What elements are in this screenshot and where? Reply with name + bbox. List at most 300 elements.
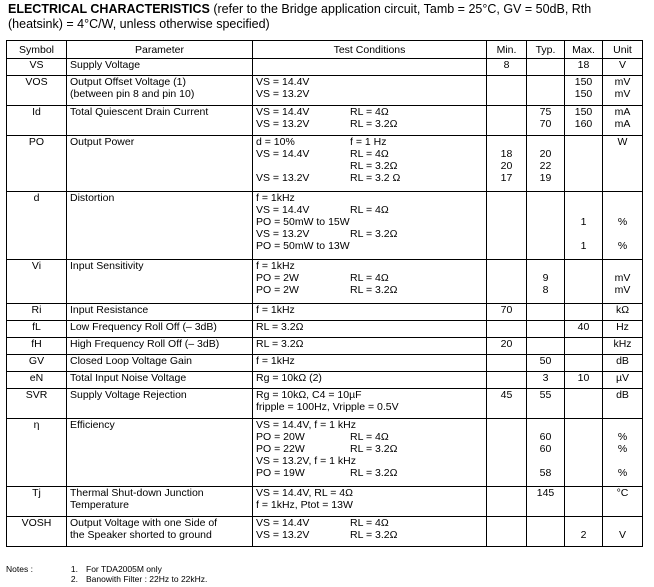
unit-value (606, 172, 639, 184)
unit-value: V (618, 59, 626, 71)
typ-value: 58 (539, 467, 552, 479)
unit-value: kΩ (615, 304, 630, 316)
max-value (568, 355, 599, 367)
symbol-text: VOSH (21, 517, 52, 529)
table-row (7, 106, 643, 136)
min-value (490, 419, 523, 431)
notes (6, 564, 207, 584)
typ-cell (527, 136, 565, 192)
condition-load: RL = 3.2Ω (350, 443, 398, 455)
min-value (490, 204, 523, 216)
symbol-cell (7, 389, 67, 419)
typ-value: 55 (539, 389, 552, 401)
condition-line (256, 59, 483, 71)
condition-line (256, 431, 483, 443)
unit-cell (603, 419, 643, 487)
unit-value: Hz (616, 321, 629, 333)
unit-value (606, 419, 639, 431)
condition-line (256, 372, 483, 384)
typ-value (530, 419, 561, 431)
condition-line (256, 443, 483, 455)
parameter-cell (67, 192, 253, 260)
condition-text: PO = 2W (256, 272, 299, 284)
test-conditions-cell (253, 372, 487, 389)
table-row (7, 260, 643, 304)
table-row (7, 338, 643, 355)
typ-value (530, 321, 561, 333)
min-value: 70 (500, 304, 513, 316)
parameter-cell (67, 517, 253, 547)
test-conditions-cell (253, 419, 487, 487)
condition-line (256, 216, 483, 228)
test-conditions-cell (253, 338, 487, 355)
col-unit: Unit (603, 41, 643, 59)
min-value: 18 (500, 148, 513, 160)
typ-cell (527, 389, 565, 419)
condition-load: RL = 4Ω (350, 204, 389, 216)
min-value (490, 529, 523, 541)
test-conditions-cell (253, 389, 487, 419)
condition-load: RL = 3.2Ω (350, 284, 398, 296)
typ-value (530, 204, 561, 216)
condition-line (256, 487, 483, 499)
typ-cell (527, 192, 565, 260)
condition-text: VS = 13.2V (256, 529, 310, 541)
unit-cell (603, 106, 643, 136)
condition-text: f = 1kHz (256, 355, 295, 367)
max-value: 150 (574, 106, 593, 118)
max-value (568, 389, 599, 401)
unit-value: mA (614, 106, 631, 118)
min-value (490, 88, 523, 100)
min-value: 17 (500, 172, 513, 184)
unit-value: % (617, 216, 628, 228)
min-cell (487, 304, 527, 321)
unit-value: mV (614, 284, 631, 296)
condition-line (256, 260, 483, 272)
heading-conditions: (refer to the Bridge application circuit, Tamb = 25°C, GV = 50dB, Rth (heatsink) = 4°C/W, unless otherwise specified) (8, 2, 592, 31)
parameter-cell (67, 487, 253, 517)
symbol-cell (7, 321, 67, 338)
condition-text: Rg = 10kΩ (2) (256, 372, 322, 384)
typ-value (530, 136, 561, 148)
min-value (490, 517, 523, 529)
unit-value (606, 204, 639, 216)
unit-cell (603, 260, 643, 304)
parameter-cell (67, 260, 253, 304)
typ-value: 145 (536, 487, 555, 499)
condition-text: VS = 13.2V (256, 88, 310, 100)
parameter-text: Supply Voltage (70, 59, 141, 71)
min-value (490, 467, 523, 479)
min-value (490, 260, 523, 272)
condition-line (256, 321, 483, 333)
notes-label: Notes : (6, 564, 33, 574)
max-cell (565, 338, 603, 355)
col-parameter: Parameter (67, 41, 253, 59)
unit-value (606, 192, 639, 204)
heading-title: ELECTRICAL CHARACTERISTICS (8, 2, 210, 16)
min-cell (487, 106, 527, 136)
min-value (490, 431, 523, 443)
min-cell (487, 372, 527, 389)
typ-value (530, 304, 561, 316)
test-conditions-cell (253, 59, 487, 76)
parameter-text: Output Voltage with one Side of (70, 517, 218, 529)
min-cell (487, 419, 527, 487)
condition-text (256, 59, 350, 71)
unit-value (606, 228, 639, 240)
max-value: 40 (577, 321, 590, 333)
table-row (7, 304, 643, 321)
typ-value: 60 (539, 443, 552, 455)
unit-value: dB (616, 355, 629, 367)
symbol-cell (7, 355, 67, 372)
parameter-cell (67, 389, 253, 419)
test-conditions-cell (253, 76, 487, 106)
typ-value: 9 (542, 272, 549, 284)
symbol-cell (7, 338, 67, 355)
condition-line (256, 419, 483, 431)
note-item (6, 574, 207, 584)
min-cell (487, 517, 527, 547)
typ-value: 60 (539, 431, 552, 443)
symbol-text: Tj (32, 487, 41, 499)
unit-value (606, 148, 639, 160)
max-cell (565, 372, 603, 389)
unit-value: dB (616, 389, 629, 401)
max-value (568, 284, 599, 296)
condition-line (256, 192, 483, 204)
table-header-row (7, 41, 643, 59)
symbol-text: Ri (31, 304, 42, 316)
condition-line (256, 467, 483, 479)
parameter-text: Input Resistance (70, 304, 149, 316)
table-row (7, 76, 643, 106)
unit-value (606, 517, 639, 529)
typ-cell (527, 321, 565, 338)
symbol-cell (7, 487, 67, 517)
min-value (490, 372, 523, 384)
note-number: 1. (70, 564, 78, 574)
table-row (7, 517, 643, 547)
typ-value: 3 (542, 372, 549, 384)
symbol-text: eN (29, 372, 44, 384)
unit-value (606, 160, 639, 172)
max-value (568, 517, 599, 529)
unit-value: mV (614, 76, 631, 88)
test-conditions-cell (253, 136, 487, 192)
min-value (490, 401, 523, 413)
symbol-text: fH (31, 338, 42, 350)
typ-value (530, 192, 561, 204)
max-value: 150 (574, 88, 593, 100)
unit-value: % (617, 240, 628, 252)
symbol-cell (7, 192, 67, 260)
parameter-cell (67, 338, 253, 355)
max-cell (565, 321, 603, 338)
min-cell (487, 59, 527, 76)
condition-line (256, 88, 483, 100)
max-value (568, 304, 599, 316)
condition-text: VS = 14.4V (256, 106, 310, 118)
parameter-text: Distortion (70, 192, 115, 204)
symbol-cell (7, 304, 67, 321)
min-value (490, 487, 523, 499)
max-value (568, 499, 599, 511)
condition-load: RL = 3.2Ω (350, 118, 398, 130)
condition-line (256, 517, 483, 529)
typ-value (530, 216, 561, 228)
typ-value (530, 240, 561, 252)
typ-cell (527, 76, 565, 106)
unit-cell (603, 59, 643, 76)
typ-value (530, 455, 561, 467)
max-value (568, 228, 599, 240)
test-conditions-cell (253, 260, 487, 304)
min-cell (487, 389, 527, 419)
condition-text: d = 10% (256, 136, 295, 148)
typ-cell (527, 355, 565, 372)
condition-line (256, 228, 483, 240)
max-cell (565, 136, 603, 192)
test-conditions-cell (253, 487, 487, 517)
unit-value: kHz (613, 338, 632, 350)
col-min: Min. (487, 41, 527, 59)
typ-value: 50 (539, 355, 552, 367)
unit-cell (603, 338, 643, 355)
min-cell (487, 355, 527, 372)
condition-text: PO = 20W (256, 431, 305, 443)
max-cell (565, 304, 603, 321)
unit-value: µV (615, 372, 630, 384)
max-cell (565, 389, 603, 419)
table-row (7, 487, 643, 517)
symbol-text: VS (29, 59, 44, 71)
parameter-cell (67, 321, 253, 338)
condition-text: VS = 14.4V (256, 76, 310, 88)
max-value: 150 (574, 76, 593, 88)
condition-text: PO = 22W (256, 443, 305, 455)
max-value: 1 (580, 240, 587, 252)
max-cell (565, 76, 603, 106)
parameter-cell (67, 59, 253, 76)
unit-cell (603, 355, 643, 372)
unit-cell (603, 372, 643, 389)
max-value (568, 467, 599, 479)
condition-line (256, 136, 483, 148)
symbol-text: fL (32, 321, 41, 333)
test-conditions-cell (253, 321, 487, 338)
note-number: 2. (70, 574, 78, 584)
condition-text: fripple = 100Hz, Vripple = 0.5V (256, 401, 399, 413)
typ-value: 22 (539, 160, 552, 172)
condition-line (256, 240, 483, 252)
typ-value (530, 88, 561, 100)
unit-cell (603, 389, 643, 419)
condition-text: PO = 50mW to 15W (256, 216, 350, 228)
condition-text: VS = 14.4V (256, 148, 310, 160)
parameter-text: the Speaker shorted to ground (70, 529, 212, 541)
min-value (490, 240, 523, 252)
parameter-cell (67, 304, 253, 321)
condition-line (256, 499, 483, 511)
min-cell (487, 321, 527, 338)
parameter-text: Closed Loop Voltage Gain (70, 355, 193, 367)
min-cell (487, 76, 527, 106)
min-value (490, 136, 523, 148)
condition-text: f = 1kHz (256, 304, 295, 316)
min-cell (487, 338, 527, 355)
parameter-cell (67, 372, 253, 389)
typ-cell (527, 338, 565, 355)
typ-value (530, 59, 561, 71)
symbol-cell (7, 260, 67, 304)
test-conditions-cell (253, 304, 487, 321)
unit-value: mV (614, 272, 631, 284)
min-value (490, 355, 523, 367)
typ-cell (527, 106, 565, 136)
col-test-conditions: Test Conditions (253, 41, 487, 59)
parameter-text: Temperature (70, 499, 129, 511)
unit-value: V (618, 529, 626, 541)
typ-value: 75 (539, 106, 552, 118)
condition-text: VS = 14.4V (256, 204, 310, 216)
typ-cell (527, 517, 565, 547)
min-value (490, 228, 523, 240)
min-cell (487, 260, 527, 304)
max-value (568, 160, 599, 172)
parameter-text: Thermal Shut-down Junction (70, 487, 204, 499)
parameter-text: Low Frequency Roll Off (– 3dB) (70, 321, 217, 333)
unit-value (606, 401, 639, 413)
condition-text: VS = 13.2V (256, 228, 310, 240)
condition-text: VS = 14.4V, RL = 4Ω (256, 487, 353, 499)
symbol-cell (7, 59, 67, 76)
test-conditions-cell (253, 106, 487, 136)
parameter-text: Efficiency (70, 419, 115, 431)
table-row (7, 419, 643, 487)
typ-cell (527, 304, 565, 321)
max-cell (565, 106, 603, 136)
unit-value: mA (614, 118, 631, 130)
unit-value: % (617, 431, 628, 443)
condition-line (256, 172, 483, 184)
table-row (7, 136, 643, 192)
condition-text: VS = 13.2V (256, 118, 310, 130)
typ-cell (527, 260, 565, 304)
max-cell (565, 355, 603, 372)
symbol-text: Id (32, 106, 41, 118)
table-row (7, 389, 643, 419)
note-text: Banowith Filter : 22Hz to 22kHz. (86, 574, 208, 584)
parameter-text: Supply Voltage Rejection (70, 389, 187, 401)
min-cell (487, 487, 527, 517)
typ-value (530, 260, 561, 272)
condition-text: f = 1kHz (256, 192, 295, 204)
unit-value (606, 499, 639, 511)
unit-cell (603, 136, 643, 192)
typ-value: 8 (542, 284, 549, 296)
max-cell (565, 517, 603, 547)
condition-text: RL = 3.2Ω (256, 321, 304, 333)
max-value (568, 455, 599, 467)
unit-value: °C (616, 487, 629, 499)
typ-value (530, 76, 561, 88)
col-typ: Typ. (527, 41, 565, 59)
unit-cell (603, 487, 643, 517)
unit-value: % (617, 443, 628, 455)
max-value (568, 419, 599, 431)
unit-cell (603, 76, 643, 106)
condition-load: RL = 4Ω (350, 106, 389, 118)
parameter-text: High Frequency Roll Off (– 3dB) (70, 338, 220, 350)
condition-line (256, 76, 483, 88)
min-value (490, 284, 523, 296)
symbol-cell (7, 419, 67, 487)
condition-line (256, 401, 483, 413)
min-value (490, 272, 523, 284)
min-value (490, 455, 523, 467)
typ-cell (527, 372, 565, 389)
typ-value: 20 (539, 148, 552, 160)
condition-text: VS = 14.4V, f = 1 kHz (256, 419, 357, 431)
unit-value (606, 260, 639, 272)
unit-cell (603, 304, 643, 321)
condition-text: PO = 2W (256, 284, 299, 296)
parameter-cell (67, 76, 253, 106)
symbol-cell (7, 372, 67, 389)
min-value: 20 (500, 160, 513, 172)
max-value (568, 431, 599, 443)
min-cell (487, 136, 527, 192)
typ-cell (527, 419, 565, 487)
max-value: 1 (580, 216, 587, 228)
max-value (568, 401, 599, 413)
typ-value (530, 401, 561, 413)
note-text: For TDA2005M only (86, 564, 162, 574)
parameter-text: (between pin 8 and pin 10) (70, 88, 195, 100)
min-value (490, 106, 523, 118)
parameter-text: Input Sensitivity (70, 260, 144, 272)
unit-value (606, 455, 639, 467)
max-value (568, 338, 599, 350)
unit-value: % (617, 467, 628, 479)
max-value (568, 443, 599, 455)
max-value (568, 204, 599, 216)
table-row (7, 321, 643, 338)
condition-text: VS = 13.2V, f = 1 kHz (256, 455, 357, 467)
max-value (568, 487, 599, 499)
typ-value (530, 338, 561, 350)
parameter-cell (67, 355, 253, 372)
electrical-characteristics-table (6, 40, 643, 547)
test-conditions-cell (253, 355, 487, 372)
max-cell (565, 260, 603, 304)
unit-cell (603, 321, 643, 338)
typ-cell (527, 487, 565, 517)
condition-line (256, 272, 483, 284)
typ-value: 19 (539, 172, 552, 184)
symbol-text: PO (28, 136, 45, 148)
condition-load: RL = 4Ω (350, 431, 389, 443)
min-value (490, 76, 523, 88)
parameter-text: Output Offset Voltage (1) (70, 76, 186, 88)
table-row (7, 192, 643, 260)
min-value: 45 (500, 389, 513, 401)
condition-text: Rg = 10kΩ, C4 = 10µF (256, 389, 362, 401)
condition-line (256, 529, 483, 541)
